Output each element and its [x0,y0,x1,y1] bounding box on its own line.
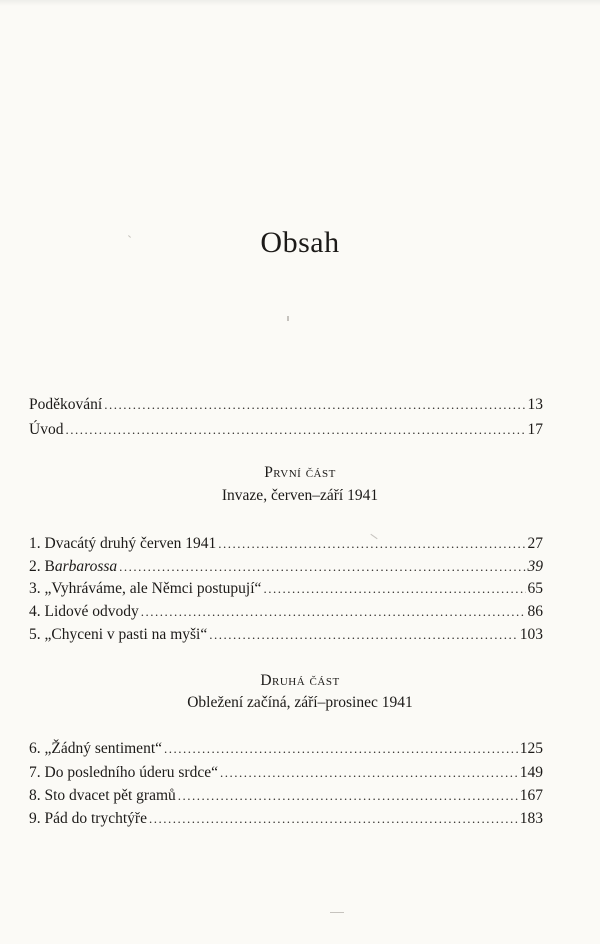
part-subtitle: Obležení začíná, září–prosinec 1941 [187,694,413,711]
toc-entry-page: 39 [527,558,543,575]
dot-leader [65,422,525,438]
part-title: Druhá část [260,672,340,689]
toc-entry-chapter-7[interactable] [29,764,543,786]
toc-entry-chapter-2[interactable] [29,558,543,580]
toc-entry-label: 3. „Vyhráváme, ale Němci postupují“ [29,580,262,597]
toc-entry-label: Poděkování [29,396,103,413]
toc-entry-label: 1. Dvacátý druhý červen 1941 [29,535,217,552]
toc-entry-label: Úvod [29,421,64,438]
toc-entry-chapter-9[interactable] [29,810,543,832]
scan-speck [287,316,289,321]
toc-entry-podekovani[interactable] [29,396,543,418]
toc-entry-label: 6. „Žádný sentiment“ [29,740,162,757]
dot-leader [104,397,525,413]
toc-entry-uvod[interactable] [29,421,543,443]
label-prefix: 2. B [29,558,55,575]
dot-leader [209,627,518,643]
toc-entry-page: 13 [527,396,543,413]
page-title: Obsah [260,226,340,259]
dot-leader [119,559,525,575]
toc-entry-page: 17 [527,421,543,438]
dot-leader [178,788,518,804]
page-top-edge [0,0,600,6]
scan-speck [330,912,344,913]
toc-entry-page: 125 [519,740,543,757]
toc-entry-label [29,558,117,576]
label-italic: arbarossa [54,558,118,575]
toc-entry-page: 183 [519,810,543,827]
part-title: První část [264,464,336,481]
toc-entry-page: 65 [527,580,543,597]
toc-entry-page: 86 [527,603,543,620]
dot-leader [263,581,525,597]
toc-entry-page: 27 [527,535,543,552]
toc-entry-label: 4. Lidové odvody [29,603,139,620]
dot-leader [149,811,518,827]
toc-entry-label: 8. Sto dvacet pět gramů [29,787,176,804]
toc-entry-label: 5. „Chyceni v pasti na myši“ [29,626,208,643]
toc-entry-page: 103 [519,626,543,643]
toc-entry-chapter-1[interactable] [29,535,543,557]
toc-entry-page: 167 [519,787,543,804]
dot-leader [141,604,526,620]
part-subtitle: Invaze, červen–září 1941 [221,487,379,504]
toc-entry-chapter-8[interactable] [29,787,543,809]
dot-leader [164,741,518,757]
toc-entry-chapter-3[interactable] [29,580,543,602]
toc-entry-label: 9. Pád do trychtýře [29,810,147,827]
toc-entry-label: 7. Do posledního úderu srdce“ [29,764,218,781]
toc-entry-page: 149 [519,764,543,781]
toc-entry-chapter-4[interactable] [29,603,543,625]
toc-entry-chapter-6[interactable] [29,740,543,762]
dot-leader [218,536,525,552]
toc-entry-chapter-5[interactable] [29,626,543,648]
dot-leader [220,765,518,781]
